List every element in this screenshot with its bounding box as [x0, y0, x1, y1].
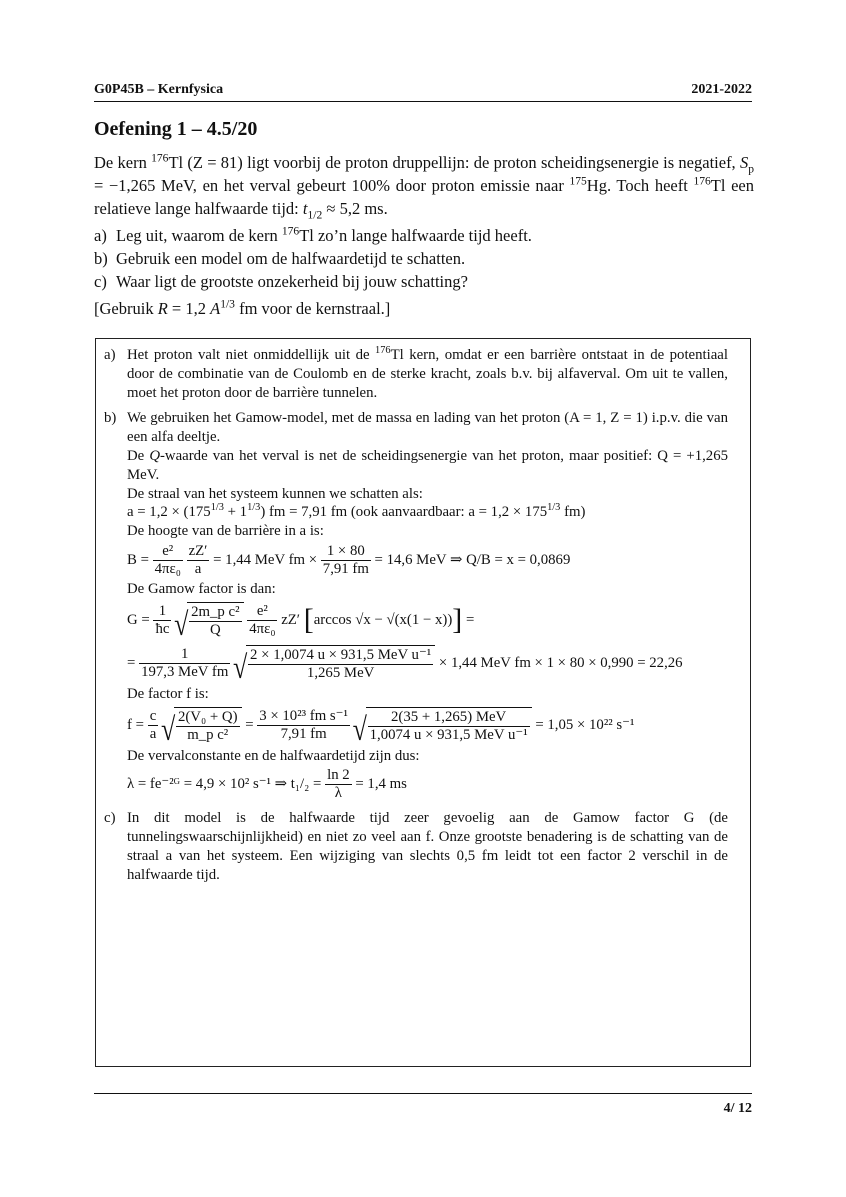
course-code: G0P45B – Kernfysica	[94, 82, 224, 97]
gamow-numeric: = $\frac{1}{\text{197,3 MeV fm}}$ √ $\frac{\text{2 × 1,0074 u × 931,5 MeV u⁻¹}}{\text{1,265 MeV}}$ × 1,44 MeV fm × 1 × 80 × 0,990 = 22,26	[127, 645, 728, 682]
solution-a: a) Het proton valt niet onmiddellijk uit de $^{176}$Tl kern, omdat er een barrière ontstaat in de potentiaal door de combinatie van de Coulomb en de sterke kracht, zoals b.v. bij alfaverval. Om uit te vallen, moet het proton door de barrière tunnelen.	[104, 345, 728, 401]
radius-equation: $a = 1,2 \times (175^{1/3} + 1^{1/3})$ fm = 7,91 fm (ook aanvaardbaar: $a = 1,2 \times 175^{1/3}$ fm)	[127, 502, 586, 521]
footer-rule	[94, 1093, 752, 1094]
page-header	[94, 82, 752, 102]
gamow-equation: G = $\frac{1}{ħc}$ √ $\frac{\text{2m\_p c²}}{Q}$ $\frac{\text{e²}}{\text{4πε₀}}$ zZ′ [arccos √x − √(x(1 − x))] =	[127, 602, 728, 639]
problem-statement	[94, 151, 754, 320]
header-rule	[94, 101, 752, 102]
solution-b: b) We gebruiken het Gamow-model, met de massa en lading van het proton (A = 1, Z = 1) i.p.v. die van een alfa deeltje. De Q-waarde van het verval is net de scheidingsenergie van het proton, maar positief: Q = +1,265 MeV. De straal van het systeem kunnen we schatten als: $a = 1,2 \times (175^{1/3} + 1^{1/3})$ fm = 7,91 fm (ook aanvaardbaar: $a = 1,2 \times 175^{1/3}$ fm) De hoogte van de barrière in a is: B = $\frac{\text{e²}}{\text{4πε₀}}$ $\frac{zZ'}{a}$ = 1,44 MeV fm × $\frac{1 \times 80}{7,91 fm}$ = 14,6 MeV ⇒ Q/B = x = 0,0869 De Gamow factor is dan: G = $\frac{1}{ħc}$ √ $\frac{\text{2m\_p c²}}{Q}$ $\frac{\text{e²}}{\text{4πε₀}}$ zZ′ [arccos √x − √(x(1 − x))] = = $\frac{1}{\text{197,3 MeV fm}}$ √ $\frac{\text{2 × 1,0074 u × 931,5 MeV u⁻¹}}{\text{1,265 MeV}}$ × 1,44 MeV fm × 1 × 80 × 0,990 = 22,26 De factor f is: f = $\frac{c}{a}$ √ $\frac{\text{2(V₀ + Q)}}{\text{m\_p c²}}$ = $\frac{\text{3 × 10²³ fm s⁻¹}}{7,91 fm}$ √ $\frac{\text{2(35 + 1,265) MeV}}{\text{1,0074 u × 931,5 MeV u⁻¹}}$ = 1,05 × 10²² s⁻¹ De vervalconstante en de halfwaardetijd zijn dus: λ = fe⁻²ᴳ = 4,9 × 10² s⁻¹ ⇒ t₁/₂ = $\frac{\ln 2}{\lambda}$ = 1,4 ms	[104, 409, 728, 802]
barrier-equation: B = $\frac{\text{e²}}{\text{4πε₀}}$ $\frac{zZ'}{a}$ = 1,44 MeV fm × $\frac{1 \times 80}{7,91 fm}$ = 14,6 MeV ⇒ Q/B = x = 0,0869	[127, 542, 571, 577]
question-c: c) Waar ligt de grootste onzekerheid bij jouw schatting?	[94, 272, 468, 291]
academic-year: 2021-2022	[691, 82, 752, 97]
frequency-equation: f = $\frac{c}{a}$ √ $\frac{\text{2(V₀ + Q)}}{\text{m\_p c²}}$ = $\frac{\text{3 × 10²³ fm s⁻¹}}{7,91 fm}$ √ $\frac{\text{2(35 + 1,265) MeV}}{\text{1,0074 u × 931,5 MeV u⁻¹}}$ = 1,05 × 10²² s⁻¹	[127, 707, 728, 744]
question-a: a) Leg uit, waarom de kern $^{176}$Tl zo’n lange halfwaarde tijd heeft.	[94, 225, 532, 245]
exercise-title: Oefening 1 – 4.5/20	[94, 118, 258, 140]
solution-content	[104, 346, 728, 892]
question-b: b) Gebruik een model om de halfwaardetijd te schatten.	[94, 249, 466, 268]
intro-paragraph: De kern $^{176}$Tl (Z = 81) ligt voorbij de proton druppellijn: de proton scheidingsenergie is negatief, $S_p = -1,265$ MeV, en het verval gebeurt 100% door proton emissie naar $^{175}$Hg. Toch heeft $^{176}$Tl een relatieve lange halfwaarde tijd: $t_{1/2} \approx 5,2$ ms.	[94, 152, 754, 222]
page-number: 4/ 12	[723, 1101, 752, 1116]
solution-c: c) In dit model is de halfwaarde tijd zeer gevoelig aan de Gamow factor G (de tunnelingswaarschijnlijkheid) en niet zo veel aan f. Onze grootste benadering is de schatting van de straal a van het systeem. Een wijziging van slechts 0,5 fm leidt tot een factor 2 verschil in de halfwaarde tijd.	[104, 810, 728, 883]
decay-equation: λ = fe⁻²ᴳ = 4,9 × 10² s⁻¹ ⇒ t₁/₂ = $\frac{\ln 2}{\lambda}$ = 1,4 ms	[127, 767, 407, 802]
hint-line: [Gebruik R = 1,2 $A^{1/3}$ fm voor de kernstraal.]	[94, 298, 391, 318]
